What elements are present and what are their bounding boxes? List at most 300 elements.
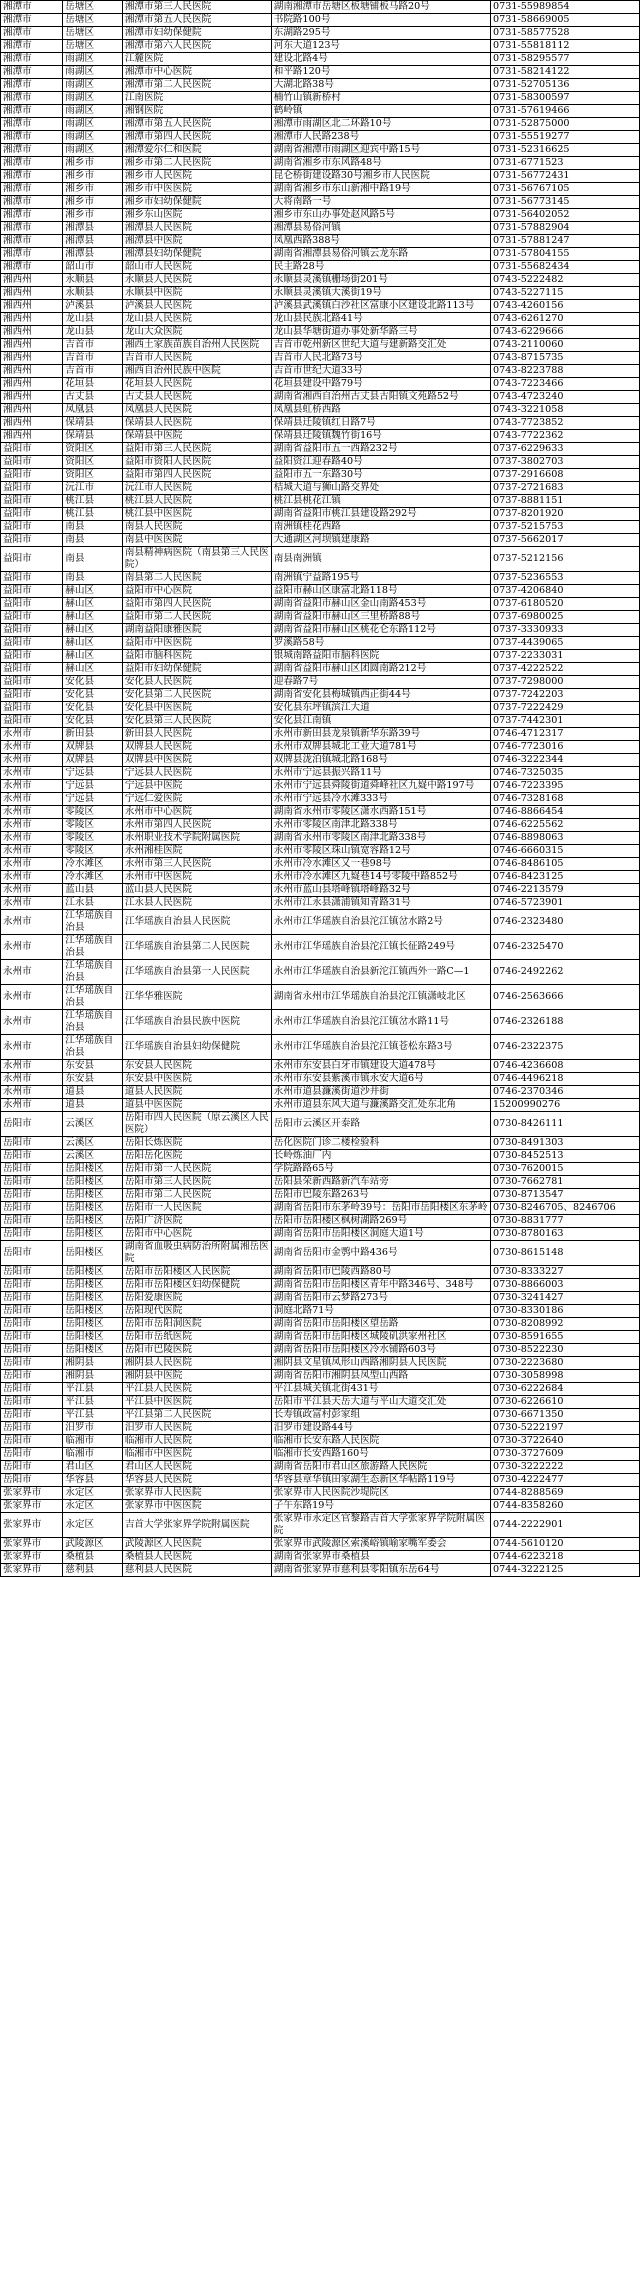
phone-cell: 0730-3722640 bbox=[491, 1435, 640, 1448]
address-cell: 湖南省益阳市桃江县建设路292号 bbox=[271, 508, 490, 521]
phone-cell: 0730-6226610 bbox=[491, 1396, 640, 1409]
hospital-name-cell: 湘乡市第二人民医院 bbox=[122, 157, 271, 170]
hospital-name-cell: 岳阳市四人民医院（原云溪区人民医院） bbox=[122, 1112, 271, 1137]
city-cell: 湘潭市 bbox=[1, 105, 63, 118]
city-cell: 益阳市 bbox=[1, 456, 63, 469]
phone-cell: 0737-5662017 bbox=[491, 534, 640, 547]
district-cell: 岳塘区 bbox=[63, 27, 123, 40]
address-cell: 永州市宁远县冷水滩333号 bbox=[271, 793, 490, 806]
address-cell: 湖南省张家界市慈利县零阳镇东岳64号 bbox=[271, 1564, 490, 1577]
district-cell: 赫山区 bbox=[63, 598, 123, 611]
hospital-name-cell: 湘钢医院 bbox=[122, 105, 271, 118]
phone-cell: 0731-56402052 bbox=[491, 209, 640, 222]
district-cell: 岳阳楼区 bbox=[63, 1266, 123, 1279]
phone-cell: 0730-8333227 bbox=[491, 1266, 640, 1279]
phone-cell: 0737-2721683 bbox=[491, 482, 640, 495]
phone-cell: 0731-58669005 bbox=[491, 14, 640, 27]
phone-cell: 0746-7325035 bbox=[491, 767, 640, 780]
phone-cell: 0746-2325470 bbox=[491, 935, 640, 960]
address-cell: 永州市江华瑶族自治县新沱江镇西外一路C—1 bbox=[271, 960, 490, 985]
district-cell: 南县 bbox=[63, 521, 123, 534]
city-cell: 岳阳市 bbox=[1, 1163, 63, 1176]
city-cell: 湘潭市 bbox=[1, 40, 63, 53]
city-cell: 岳阳市 bbox=[1, 1383, 63, 1396]
district-cell: 道县 bbox=[63, 1099, 123, 1112]
table-row bbox=[1, 1241, 640, 1266]
city-cell: 永州市 bbox=[1, 845, 63, 858]
phone-cell: 0744-8288569 bbox=[491, 1487, 640, 1500]
district-cell: 汨罗市 bbox=[63, 1422, 123, 1435]
address-cell: 凤凰西路388号 bbox=[271, 235, 490, 248]
phone-cell: 0737-4222522 bbox=[491, 663, 640, 676]
city-cell: 湘潭市 bbox=[1, 66, 63, 79]
phone-cell: 0743-5227115 bbox=[491, 287, 640, 300]
district-cell: 宁远县 bbox=[63, 767, 123, 780]
table-row bbox=[1, 469, 640, 482]
district-cell: 江华瑶族自治县 bbox=[63, 1010, 123, 1035]
address-cell: 永州市新田县龙泉镇新华东路39号 bbox=[271, 728, 490, 741]
phone-cell: 0746-6660315 bbox=[491, 845, 640, 858]
city-cell: 湘潭市 bbox=[1, 170, 63, 183]
city-cell: 益阳市 bbox=[1, 585, 63, 598]
district-cell: 永定区 bbox=[63, 1487, 123, 1500]
city-cell: 湘西州 bbox=[1, 300, 63, 313]
hospital-name-cell: 湘潭市第四人民医院 bbox=[122, 131, 271, 144]
table-row bbox=[1, 858, 640, 871]
hospital-name-cell: 永州市中心医院 bbox=[122, 806, 271, 819]
hospital-name-cell: 湘乡东山医院 bbox=[122, 209, 271, 222]
phone-cell: 0730-8208992 bbox=[491, 1318, 640, 1331]
district-cell: 岳阳楼区 bbox=[63, 1305, 123, 1318]
address-cell: 湖南省岳阳市君山区旅游路人民医院 bbox=[271, 1461, 490, 1474]
table-row bbox=[1, 611, 640, 624]
table-row bbox=[1, 482, 640, 495]
phone-cell: 0731-55682434 bbox=[491, 261, 640, 274]
hospital-name-cell: 岳阳市一人民医院 bbox=[122, 1202, 271, 1215]
address-cell: 永州市宁远县舜陵街道舜峰社区九嶷中路197号 bbox=[271, 780, 490, 793]
district-cell: 资阳区 bbox=[63, 443, 123, 456]
hospital-name-cell: 东安县人民医院 bbox=[122, 1060, 271, 1073]
address-cell: 湖南省岳阳市湘阴县凤型山西路 bbox=[271, 1370, 490, 1383]
phone-cell: 0743-3221058 bbox=[491, 404, 640, 417]
city-cell: 张家界市 bbox=[1, 1513, 63, 1538]
address-cell: 岳阳市平江县天岳大道与平山大道交汇处 bbox=[271, 1396, 490, 1409]
district-cell: 保靖县 bbox=[63, 430, 123, 443]
address-cell: 永州市东安县白牙市镇建设大道478号 bbox=[271, 1060, 490, 1073]
table-row bbox=[1, 118, 640, 131]
hospital-name-cell: 岳阳岳化医院 bbox=[122, 1150, 271, 1163]
district-cell: 湘阴县 bbox=[63, 1357, 123, 1370]
table-row bbox=[1, 1396, 640, 1409]
city-cell: 永州市 bbox=[1, 1060, 63, 1073]
table-row bbox=[1, 1112, 640, 1137]
city-cell: 岳阳市 bbox=[1, 1279, 63, 1292]
district-cell: 湘乡市 bbox=[63, 183, 123, 196]
district-cell: 桑植县 bbox=[63, 1551, 123, 1564]
phone-cell: 0730-8831777 bbox=[491, 1215, 640, 1228]
hospital-name-cell: 江华瑶族自治县人民医院 bbox=[122, 910, 271, 935]
table-row bbox=[1, 884, 640, 897]
table-row bbox=[1, 209, 640, 222]
hospital-name-cell: 永州市中医医院 bbox=[122, 871, 271, 884]
table-row bbox=[1, 274, 640, 287]
district-cell: 吉首市 bbox=[63, 365, 123, 378]
phone-cell: 0730-8452513 bbox=[491, 1150, 640, 1163]
address-cell: 湖南省岳阳市岳阳楼区城陵矶洪家州社区 bbox=[271, 1331, 490, 1344]
phone-cell: 0737-3802703 bbox=[491, 456, 640, 469]
address-cell: 南县南洲镇 bbox=[271, 547, 490, 572]
hospital-name-cell: 湘阴县中医院 bbox=[122, 1370, 271, 1383]
table-row bbox=[1, 1318, 640, 1331]
phone-cell: 0730-6222684 bbox=[491, 1383, 640, 1396]
address-cell: 南洲镇桂花西路 bbox=[271, 521, 490, 534]
phone-cell: 0746-2213579 bbox=[491, 884, 640, 897]
district-cell: 安化县 bbox=[63, 689, 123, 702]
phone-cell: 0743-7723852 bbox=[491, 417, 640, 430]
city-cell: 永州市 bbox=[1, 780, 63, 793]
city-cell: 岳阳市 bbox=[1, 1189, 63, 1202]
city-cell: 湘潭市 bbox=[1, 196, 63, 209]
district-cell: 岳阳楼区 bbox=[63, 1202, 123, 1215]
phone-cell: 0731-56773145 bbox=[491, 196, 640, 209]
city-cell: 湘西州 bbox=[1, 391, 63, 404]
phone-cell: 0730-8866003 bbox=[491, 1279, 640, 1292]
phone-cell: 0737-2916608 bbox=[491, 469, 640, 482]
table-row bbox=[1, 832, 640, 845]
table-row bbox=[1, 793, 640, 806]
table-row bbox=[1, 1551, 640, 1564]
phone-cell: 0737-3330933 bbox=[491, 624, 640, 637]
hospital-name-cell: 湖南益阳康雅医院 bbox=[122, 624, 271, 637]
table-row bbox=[1, 1266, 640, 1279]
phone-cell: 0731-52875000 bbox=[491, 118, 640, 131]
address-cell: 楠竹山镇新桥村 bbox=[271, 92, 490, 105]
city-cell: 永州市 bbox=[1, 960, 63, 985]
hospital-name-cell: 江南医院 bbox=[122, 92, 271, 105]
phone-cell: 0746-8423125 bbox=[491, 871, 640, 884]
phone-cell: 0730-8491303 bbox=[491, 1137, 640, 1150]
phone-cell: 0737-4206840 bbox=[491, 585, 640, 598]
address-cell: 永州市双牌县城北工业大道781号 bbox=[271, 741, 490, 754]
phone-cell: 0731-58300597 bbox=[491, 92, 640, 105]
district-cell: 龙山县 bbox=[63, 326, 123, 339]
table-row bbox=[1, 741, 640, 754]
table-row bbox=[1, 40, 640, 53]
city-cell: 岳阳市 bbox=[1, 1461, 63, 1474]
table-row bbox=[1, 1370, 640, 1383]
table-row bbox=[1, 715, 640, 728]
district-cell: 江华瑶族自治县 bbox=[63, 1035, 123, 1060]
phone-cell: 0737-7222429 bbox=[491, 702, 640, 715]
hospital-name-cell: 南县人民医院 bbox=[122, 521, 271, 534]
address-cell: 安化县江南镇 bbox=[271, 715, 490, 728]
address-cell: 花垣县建设中路79号 bbox=[271, 378, 490, 391]
city-cell: 益阳市 bbox=[1, 443, 63, 456]
district-cell: 赫山区 bbox=[63, 637, 123, 650]
address-cell: 湖南省岳阳市岳阳楼区青年中路346号、348号 bbox=[271, 1279, 490, 1292]
district-cell: 岳阳楼区 bbox=[63, 1176, 123, 1189]
city-cell: 湘潭市 bbox=[1, 131, 63, 144]
hospital-name-cell: 双牌县人民医院 bbox=[122, 741, 271, 754]
table-row bbox=[1, 1461, 640, 1474]
city-cell: 张家界市 bbox=[1, 1500, 63, 1513]
address-cell: 湘乡市东山办事处赵风路5号 bbox=[271, 209, 490, 222]
table-row bbox=[1, 572, 640, 585]
table-row bbox=[1, 1073, 640, 1086]
city-cell: 益阳市 bbox=[1, 663, 63, 676]
city-cell: 永州市 bbox=[1, 935, 63, 960]
hospital-name-cell: 益阳市资阳人民医院 bbox=[122, 456, 271, 469]
city-cell: 湘潭市 bbox=[1, 209, 63, 222]
hospital-name-cell: 益阳市第四人民医院 bbox=[122, 598, 271, 611]
table-row bbox=[1, 339, 640, 352]
table-row bbox=[1, 391, 640, 404]
address-cell: 吉首市乾州新区世纪大道与建新路交汇处 bbox=[271, 339, 490, 352]
city-cell: 湘西州 bbox=[1, 274, 63, 287]
district-cell: 岳塘区 bbox=[63, 14, 123, 27]
hospital-name-cell: 吉首市人民医院 bbox=[122, 352, 271, 365]
address-cell: 洞庭北路71号 bbox=[271, 1305, 490, 1318]
hospital-name-cell: 道县人民医院 bbox=[122, 1086, 271, 1099]
city-cell: 湘潭市 bbox=[1, 92, 63, 105]
district-cell: 临湘市 bbox=[63, 1448, 123, 1461]
hospital-name-cell: 湘潭市第五人民医院 bbox=[122, 14, 271, 27]
table-row bbox=[1, 547, 640, 572]
district-cell: 古丈县 bbox=[63, 391, 123, 404]
phone-cell: 0731-55519277 bbox=[491, 131, 640, 144]
table-row bbox=[1, 1487, 640, 1500]
district-cell: 慈利县 bbox=[63, 1564, 123, 1577]
district-cell: 岳阳楼区 bbox=[63, 1228, 123, 1241]
hospital-name-cell: 湘潭市第六人民医院 bbox=[122, 40, 271, 53]
district-cell: 云溪区 bbox=[63, 1112, 123, 1137]
district-cell: 赫山区 bbox=[63, 650, 123, 663]
hospital-name-cell: 湘潭县中医院 bbox=[122, 235, 271, 248]
phone-cell: 0737-8201920 bbox=[491, 508, 640, 521]
address-cell: 永州市蓝山县塔峰镇塔峰路32号 bbox=[271, 884, 490, 897]
table-row bbox=[1, 27, 640, 40]
table-row bbox=[1, 326, 640, 339]
table-row bbox=[1, 1202, 640, 1215]
table-row bbox=[1, 1422, 640, 1435]
phone-cell: 0731-52316625 bbox=[491, 144, 640, 157]
hospital-name-cell: 沅江市人民医院 bbox=[122, 482, 271, 495]
district-cell: 东安县 bbox=[63, 1060, 123, 1073]
city-cell: 岳阳市 bbox=[1, 1409, 63, 1422]
address-cell: 湖南省湘乡市东山新湘中路19号 bbox=[271, 183, 490, 196]
hospital-name-cell: 益阳市中医医院 bbox=[122, 637, 271, 650]
city-cell: 永州市 bbox=[1, 1035, 63, 1060]
phone-cell: 0730-8426111 bbox=[491, 1112, 640, 1137]
hospital-name-cell: 华容县人民医院 bbox=[122, 1474, 271, 1487]
hospital-name-cell: 平江县中医医院 bbox=[122, 1396, 271, 1409]
district-cell: 桃江县 bbox=[63, 508, 123, 521]
phone-cell: 0731-58214122 bbox=[491, 66, 640, 79]
city-cell: 益阳市 bbox=[1, 611, 63, 624]
city-cell: 张家界市 bbox=[1, 1538, 63, 1551]
district-cell: 平江县 bbox=[63, 1409, 123, 1422]
phone-cell: 0737-5236553 bbox=[491, 572, 640, 585]
phone-cell: 0731-6771523 bbox=[491, 157, 640, 170]
table-row bbox=[1, 131, 640, 144]
district-cell: 平江县 bbox=[63, 1396, 123, 1409]
district-cell: 岳阳楼区 bbox=[63, 1344, 123, 1357]
phone-cell: 0730-3241427 bbox=[491, 1292, 640, 1305]
hospital-name-cell: 湘西自治州民族中医院 bbox=[122, 365, 271, 378]
table-row bbox=[1, 1331, 640, 1344]
table-row bbox=[1, 598, 640, 611]
hospital-name-cell: 岳阳现代医院 bbox=[122, 1305, 271, 1318]
address-cell: 湖南省益阳市赫山区桃花仑东路112号 bbox=[271, 624, 490, 637]
hospital-name-cell: 湘潭爱尔仁和医院 bbox=[122, 144, 271, 157]
table-row bbox=[1, 1228, 640, 1241]
phone-cell: 0746-4236608 bbox=[491, 1060, 640, 1073]
phone-cell: 0737-7298000 bbox=[491, 676, 640, 689]
table-row bbox=[1, 235, 640, 248]
table-row bbox=[1, 728, 640, 741]
city-cell: 湘西州 bbox=[1, 365, 63, 378]
address-cell: 湖南省永州市江华瑶族自治县沱江镇潇岐北区 bbox=[271, 985, 490, 1010]
district-cell: 湘潭县 bbox=[63, 235, 123, 248]
district-cell: 岳塘区 bbox=[63, 1, 123, 14]
table-row bbox=[1, 183, 640, 196]
phone-cell: 0730-3058998 bbox=[491, 1370, 640, 1383]
hospital-name-cell: 湘潭县人民医院 bbox=[122, 222, 271, 235]
address-cell: 书院路100号 bbox=[271, 14, 490, 27]
hospital-name-cell: 泸溪县人民医院 bbox=[122, 300, 271, 313]
city-cell: 湘西州 bbox=[1, 287, 63, 300]
district-cell: 岳阳楼区 bbox=[63, 1163, 123, 1176]
phone-cell: 0730-8615148 bbox=[491, 1241, 640, 1266]
hospital-name-cell: 慈利县人民医院 bbox=[122, 1564, 271, 1577]
hospital-name-cell: 江华瑶族自治县民族中医院 bbox=[122, 1010, 271, 1035]
table-row bbox=[1, 985, 640, 1010]
hospital-name-cell: 湘乡市妇幼保健院 bbox=[122, 196, 271, 209]
district-cell: 赫山区 bbox=[63, 611, 123, 624]
phone-cell: 0730-8780163 bbox=[491, 1228, 640, 1241]
table-row bbox=[1, 960, 640, 985]
phone-cell: 0731-56772431 bbox=[491, 170, 640, 183]
table-row bbox=[1, 1035, 640, 1060]
table-row bbox=[1, 1086, 640, 1099]
phone-cell: 0731-57881247 bbox=[491, 235, 640, 248]
district-cell: 雨湖区 bbox=[63, 105, 123, 118]
hospital-name-cell: 永州市第四人民医院 bbox=[122, 819, 271, 832]
address-cell: 大将南路一号 bbox=[271, 196, 490, 209]
hospital-name-cell: 永州市第三人民医院 bbox=[122, 858, 271, 871]
phone-cell: 0737-8881151 bbox=[491, 495, 640, 508]
city-cell: 岳阳市 bbox=[1, 1422, 63, 1435]
phone-cell: 0746-2323480 bbox=[491, 910, 640, 935]
address-cell: 大通湖区河坝镇建康路 bbox=[271, 534, 490, 547]
city-cell: 岳阳市 bbox=[1, 1202, 63, 1215]
city-cell: 岳阳市 bbox=[1, 1150, 63, 1163]
city-cell: 湘潭市 bbox=[1, 118, 63, 131]
phone-cell: 0731-57882904 bbox=[491, 222, 640, 235]
district-cell: 永顺县 bbox=[63, 274, 123, 287]
phone-cell: 0744-6223218 bbox=[491, 1551, 640, 1564]
phone-cell: 0746-8898063 bbox=[491, 832, 640, 845]
address-cell: 永州市江华瑶族自治县沱江镇苍松东路3号 bbox=[271, 1035, 490, 1060]
table-row bbox=[1, 508, 640, 521]
district-cell: 岳阳楼区 bbox=[63, 1279, 123, 1292]
address-cell: 河东大道123号 bbox=[271, 40, 490, 53]
table-row bbox=[1, 624, 640, 637]
phone-cell: 0737-6180520 bbox=[491, 598, 640, 611]
hospital-name-cell: 湘乡市中医医院 bbox=[122, 183, 271, 196]
table-row bbox=[1, 14, 640, 27]
address-cell: 张家界市武陵源区索溪峪镇喻家嘴军委会 bbox=[271, 1538, 490, 1551]
table-row bbox=[1, 806, 640, 819]
hospital-name-cell: 南县第二人民医院 bbox=[122, 572, 271, 585]
district-cell: 赫山区 bbox=[63, 663, 123, 676]
address-cell: 湖南省永州市零陵区潇水西路151号 bbox=[271, 806, 490, 819]
address-cell: 永州市江华瑶族自治县沱江镇长征路249号 bbox=[271, 935, 490, 960]
address-cell: 迎春路7号 bbox=[271, 676, 490, 689]
table-row bbox=[1, 534, 640, 547]
table-row bbox=[1, 1099, 640, 1112]
hospital-name-cell: 益阳市中心医院 bbox=[122, 585, 271, 598]
table-row bbox=[1, 365, 640, 378]
hospital-name-cell: 湘潭县妇幼保健院 bbox=[122, 248, 271, 261]
address-cell: 民主路28号 bbox=[271, 261, 490, 274]
table-row bbox=[1, 378, 640, 391]
table-row bbox=[1, 287, 640, 300]
hospital-name-cell: 永州湘桂医院 bbox=[122, 845, 271, 858]
city-cell: 湘西州 bbox=[1, 430, 63, 443]
address-cell: 子午东路19号 bbox=[271, 1500, 490, 1513]
hospital-name-cell: 湘西土家族苗族自治州人民医院 bbox=[122, 339, 271, 352]
table-row bbox=[1, 935, 640, 960]
city-cell: 湘潭市 bbox=[1, 14, 63, 27]
address-cell: 永州市江华瑶族自治县沱江镇岔水路2号 bbox=[271, 910, 490, 935]
address-cell: 益阳市五一东路30号 bbox=[271, 469, 490, 482]
table-row bbox=[1, 1215, 640, 1228]
table-row bbox=[1, 495, 640, 508]
phone-cell: 15200990276 bbox=[491, 1099, 640, 1112]
phone-cell: 0730-5222197 bbox=[491, 1422, 640, 1435]
phone-cell: 0730-3222222 bbox=[491, 1461, 640, 1474]
table-row bbox=[1, 585, 640, 598]
phone-cell: 0746-2322375 bbox=[491, 1035, 640, 1060]
address-cell: 湖南省岳阳市岳阳楼区望岳路 bbox=[271, 1318, 490, 1331]
table-row bbox=[1, 404, 640, 417]
table-row bbox=[1, 352, 640, 365]
district-cell: 南县 bbox=[63, 572, 123, 585]
city-cell: 湘西州 bbox=[1, 417, 63, 430]
city-cell: 湘潭市 bbox=[1, 183, 63, 196]
table-row bbox=[1, 261, 640, 274]
address-cell: 湖南省湘乡市东风路48号 bbox=[271, 157, 490, 170]
district-cell: 永定区 bbox=[63, 1500, 123, 1513]
city-cell: 永州市 bbox=[1, 832, 63, 845]
city-cell: 岳阳市 bbox=[1, 1137, 63, 1150]
city-cell: 永州市 bbox=[1, 910, 63, 935]
phone-cell: 0730-8591655 bbox=[491, 1331, 640, 1344]
city-cell: 永州市 bbox=[1, 985, 63, 1010]
table-row bbox=[1, 650, 640, 663]
hospital-name-cell: 安化县中医医院 bbox=[122, 702, 271, 715]
district-cell: 花垣县 bbox=[63, 378, 123, 391]
district-cell: 江华瑶族自治县 bbox=[63, 935, 123, 960]
address-cell: 湘潭市人民路238号 bbox=[271, 131, 490, 144]
hospital-name-cell: 临湘市中医医院 bbox=[122, 1448, 271, 1461]
address-cell: 大湖北路38号 bbox=[271, 79, 490, 92]
district-cell: 永定区 bbox=[63, 1513, 123, 1538]
hospital-name-cell: 武陵源区人民医院 bbox=[122, 1538, 271, 1551]
hospital-name-cell: 江麓医院 bbox=[122, 53, 271, 66]
district-cell: 龙山县 bbox=[63, 313, 123, 326]
